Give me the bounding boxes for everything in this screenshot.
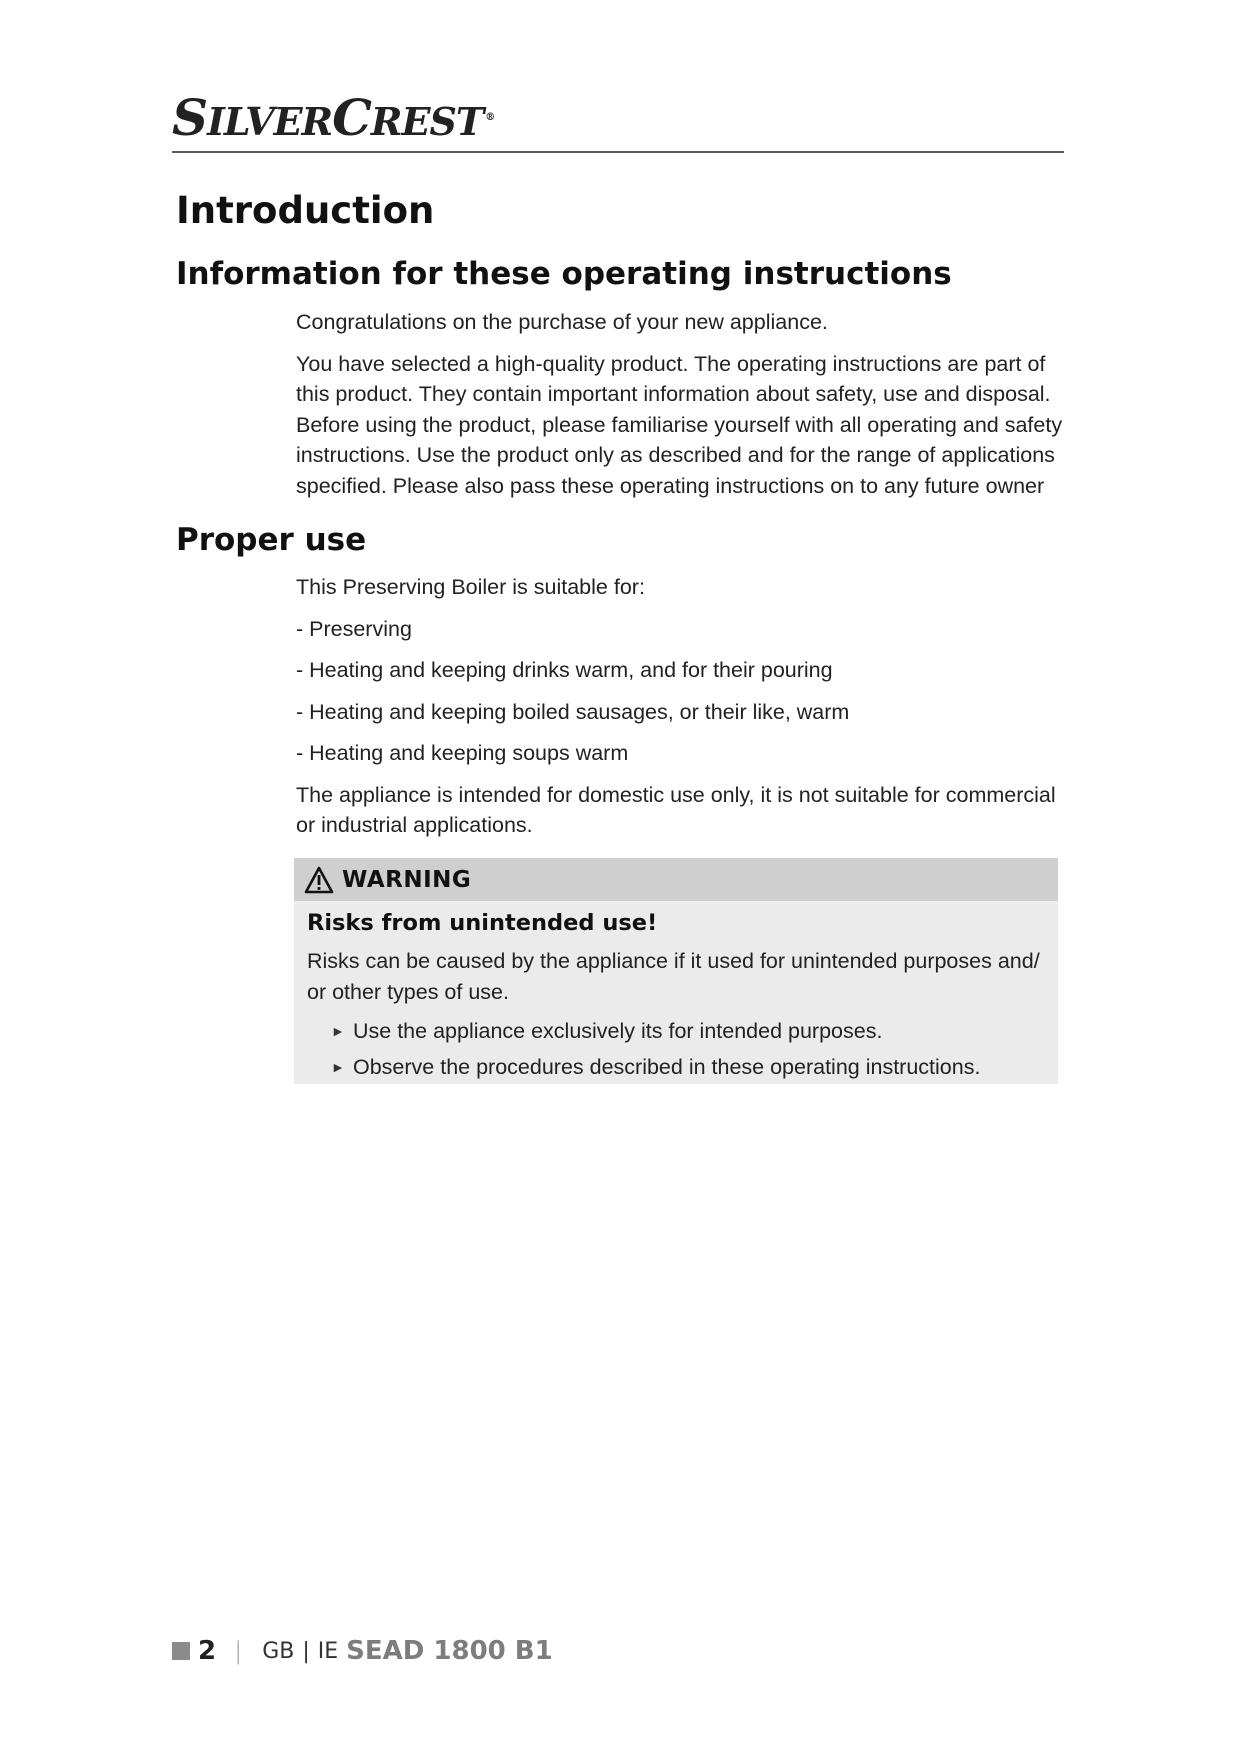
footer-lang-ie: IE [317,1638,339,1664]
warning-action-text: Observe the procedures described in these operating instructions. [353,1055,981,1079]
page-footer [172,1636,553,1666]
section-heading-proper-use: Proper use [176,522,367,558]
paragraph-congratulations: Congratulations on the purchase of your new appliance. [296,310,828,334]
paragraph-product-info: You have selected a high-quality product. The operating instructions are part of this product. They contain important information about safety, use and disposal. Before using the product, please familiarise yourself with all operating and safety instructions. Use the product only as described and for the range of applications specified. Please also pass these operating instructions on to any future owner [296,351,1063,498]
warning-box [294,858,1058,1084]
warning-title: WARNING [342,866,472,893]
arrow-right-icon: ► [331,1059,345,1075]
arrow-right-icon: ► [331,1023,345,1039]
header-rule [172,151,1064,153]
footer-lang-gb: GB [262,1638,295,1664]
proper-use-item: - Preserving [296,616,412,641]
section-heading-information: Information for these operating instructions [176,256,952,292]
proper-use-item: - Heating and keeping drinks warm, and for their pouring [296,658,833,682]
footer-lang-divider: | [302,1638,310,1664]
footer-model: SEAD 1800 B1 [346,1636,553,1666]
warning-header [294,858,1058,901]
page-title: Introduction [176,189,435,232]
warning-action-item [331,1013,1046,1049]
warning-subtitle: Risks from unintended use! [307,910,658,936]
warning-action-item [331,1049,1046,1085]
section-information-body [296,307,1076,501]
page-number: 2 [198,1636,217,1666]
footer-divider: | [234,1637,243,1665]
footer-square-icon [172,1642,190,1660]
proper-use-intro: This Preserving Boiler is suitable for: [296,575,645,599]
domestic-use-note: The appliance is intended for domestic use only, it is not suitable for commercial or industrial applications. [296,782,1056,837]
silvercrest-logo: SILVERCREST ® [172,88,495,147]
section-proper-use-body [296,572,1076,841]
proper-use-item: - Heating and keeping soups warm [296,741,629,765]
warning-text: Risks can be caused by the appliance if it used for unintended purposes and/ or other types of use. [307,949,1040,1004]
warning-triangle-icon [304,866,334,894]
proper-use-item: - Heating and keeping boiled sausages, or their like, warm [296,699,850,724]
warning-actions [331,1013,1046,1085]
warning-action-text: Use the appliance exclusively its for intended purposes. [353,1019,883,1043]
